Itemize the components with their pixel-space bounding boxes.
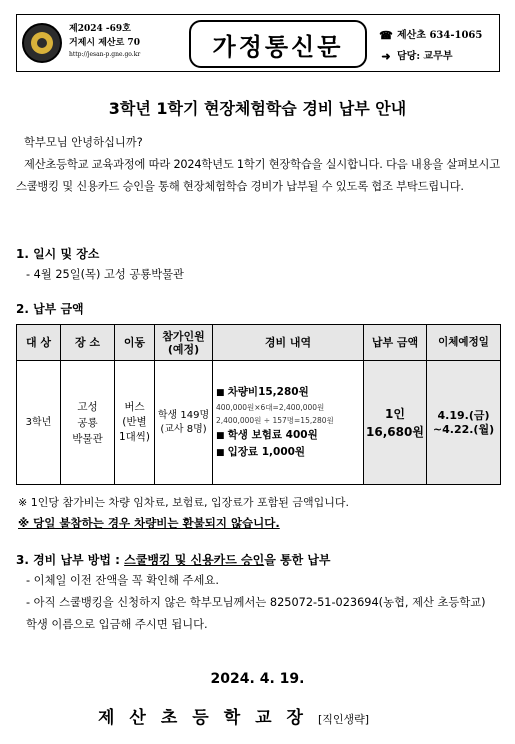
transport-cell: 버스 (반별 1대씩) — [115, 361, 155, 485]
intro-paragraph: 제산초등학교 교육과정에 따라 2024학년도 1학기 현장학습을 실시합니다. 다음 내용을 살펴보시고 스쿨뱅킹 및 신용카드 승인을 통해 현장체험학습 경비가 납부될 수 있도록 협조 부탁드립니다. — [16, 158, 500, 193]
table-header-row — [17, 325, 501, 361]
greeting: 학부모님 안녕하십니까? — [24, 136, 143, 149]
school-name: 제산초등학교장 — [98, 708, 318, 728]
insurance-cost: ■ 학생 보험료 400원 — [216, 427, 360, 444]
column-header: 이동 — [115, 325, 155, 361]
column-header: 대 상 — [17, 325, 61, 361]
issue-number: 제2024 -69호 — [69, 24, 131, 34]
vehicle-cost-calc: 400,000원×6대=2,400,000원 — [216, 403, 325, 412]
newsletter-title: 가정통신문 — [189, 20, 367, 68]
section-2-title: 2. 납부 금액 — [16, 302, 84, 316]
amount-value: 16,680원 — [366, 424, 424, 439]
section-3-item-1: - 이체일 이전 잔액을 꼭 확인해 주세요. — [26, 574, 219, 587]
place-cell: 고성 공룡 박물관 — [61, 361, 115, 485]
school-address: 거제시 제산로 70 — [69, 38, 140, 48]
issue-info — [69, 22, 189, 60]
refund-warning — [18, 513, 280, 533]
phone-number: 제산초 634-1065 — [397, 30, 483, 41]
section-1-item: - 4월 25일(목) 고성 공룡박물관 — [26, 268, 184, 281]
vehicle-cost: ■ 차량비15,280원 — [216, 384, 360, 401]
entrance-fee: ■ 입장료 1,000원 — [216, 444, 360, 461]
school-url: http://jesan-p.gne.go.kr — [69, 51, 141, 58]
column-header: 납부 금액 — [364, 325, 427, 361]
vehicle-cost-per-person: 2,400,000원 ÷ 157명=15,280원 — [216, 416, 334, 425]
amount-cell — [364, 361, 427, 485]
column-header: 참가인원 (예정) — [155, 325, 213, 361]
column-header: 이체예정일 — [427, 325, 501, 361]
page-title: 3학년 1학기 현장체험학습 경비 납부 안내 — [108, 99, 407, 118]
section-1-title: 1. 일시 및 장소 — [16, 247, 100, 261]
column-header: 경비 내역 — [213, 325, 364, 361]
payment-method: 스쿨뱅킹 및 신용카드 승인 — [124, 553, 265, 567]
seal-omitted: [직인생략] — [317, 713, 370, 726]
phone-icon: ☎ — [379, 29, 393, 42]
target-cell: 3학년 — [17, 361, 61, 485]
school-logo — [22, 23, 62, 63]
fee-note: ※ 1인당 참가비는 차량 임차료, 보험료, 입장료가 포함된 금액입니다. — [18, 496, 349, 509]
contact-info — [379, 25, 497, 67]
fee-table — [16, 324, 501, 485]
transfer-date-cell: 4.19.(금) ~4.22.(월) — [427, 361, 501, 485]
school-signature — [98, 703, 428, 728]
section-3-title — [16, 549, 500, 571]
table-row — [17, 361, 501, 485]
section-3-title-prefix: 3. 경비 납부 방법 : — [16, 553, 125, 567]
expense-detail-cell — [213, 361, 364, 485]
contact-person: 담당: 교무부 — [397, 51, 453, 62]
refund-warning-text: ※ 당일 불참하는 경우 차량비는 환불되지 않습니다. — [18, 516, 280, 530]
arrow-right-icon: ➜ — [381, 50, 391, 63]
column-header: 장 소 — [61, 325, 115, 361]
section-3-title-suffix: 을 통한 납부 — [264, 553, 331, 567]
issue-date: 2024. 4. 19. — [210, 671, 305, 687]
section-3-item-2: - 아직 스쿨뱅킹을 신청하지 않은 학부모님께서는 825072-51-023694(농협, 제산 초등학교) 학생 이름으로 입금해 주시면 됩니다. — [26, 596, 486, 631]
newsletter-header — [16, 14, 500, 72]
participants-cell: 학생 149명 (교사 8명) — [155, 361, 213, 485]
amount-label: 1인 — [385, 406, 405, 421]
